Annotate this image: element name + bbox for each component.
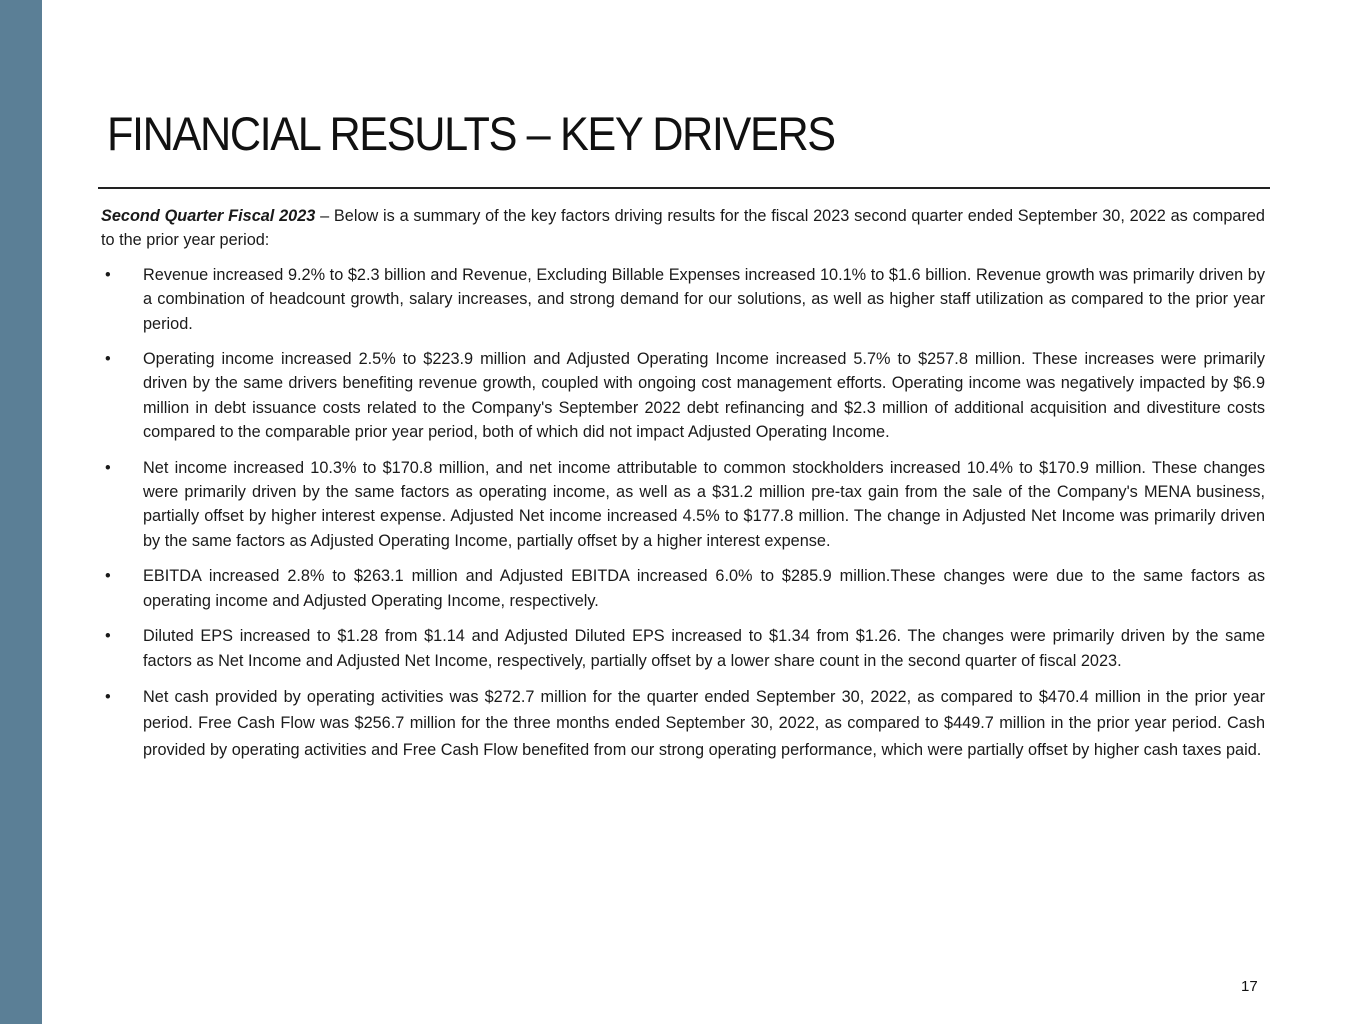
bullet-text-revenue: Revenue increased 9.2% to $2.3 billion and Revenue, Excluding Billable Expenses increased 10.1% to $1.6 billion. Revenue growth was primarily driven by a combination of headcount growth, salary increases, and strong demand for our solutions, as well as higher staff utilization as compared to the prior year period.: [143, 265, 1265, 333]
bullet-icon: •: [105, 458, 111, 477]
page-title: FINANCIAL RESULTS – KEY DRIVERS: [107, 107, 835, 160]
title-divider: [98, 187, 1270, 189]
bullet-text-net-income: Net income increased 10.3% to $170.8 million, and net income attributable to common stockholders increased 10.4% to $170.9 million. These changes were primarily driven by the same factors as operating income, as well as a $31.2 million pre-tax gain from the sale of the Company's MENA business, partially offset by higher interest expense. Adjusted Net income increased 4.5% to $177.8 million. The change in Adjusted Net Income was primarily driven by the same factors as Adjusted Operating Income, partially offset by a higher interest expense.: [143, 458, 1265, 550]
page-number: 17: [1241, 978, 1258, 995]
bullet-icon: •: [105, 627, 111, 646]
bullet-icon: •: [105, 265, 111, 284]
list-item: [101, 347, 1265, 445]
bullet-icon: •: [105, 687, 111, 706]
list-item: [101, 456, 1265, 554]
bullet-icon: •: [105, 350, 111, 369]
intro-paragraph: [101, 204, 1265, 253]
list-item: [101, 684, 1265, 764]
bullet-text-eps: Diluted EPS increased to $1.28 from $1.14 and Adjusted Diluted EPS increased to $1.34 from $1.26. The changes were primarily driven by the same factors as Net Income and Adjusted Net Income, respectively, partially offset by a lower share count in the second quarter of fiscal 2023.: [143, 627, 1265, 670]
side-accent-band: [0, 0, 42, 1024]
bullet-text-cash-flow: Net cash provided by operating activities was $272.7 million for the quarter ended September 30, 2022, as compared to $470.4 million in the prior year period. Free Cash Flow was $256.7 million for the three months ended September 30, 2022, as compared to $449.7 million in the prior year period. Cash provided by operating activities and Free Cash Flow benefited from our strong operating performance, which were partially offset by higher cash taxes paid.: [143, 687, 1265, 759]
list-item: [101, 263, 1265, 336]
intro-lead: Second Quarter Fiscal 2023: [101, 207, 316, 225]
list-item: [101, 624, 1265, 673]
key-drivers-list: [101, 263, 1265, 764]
intro-text: – Below is a summary of the key factors driving results for the fiscal 2023 second quarter ended September 30, 2022 as compared to the prior year period:: [101, 207, 1265, 250]
bullet-text-ebitda: EBITDA increased 2.8% to $263.1 million and Adjusted EBITDA increased 6.0% to $285.9 million.These changes were due to the same factors as operating income and Adjusted Operating Income, respectively.: [143, 567, 1265, 610]
list-item: [101, 564, 1265, 613]
bullet-icon: •: [105, 567, 111, 586]
bullet-text-operating-income: Operating income increased 2.5% to $223.9 million and Adjusted Operating Income increased 5.7% to $257.8 million. These increases were primarily driven by the same drivers benefiting revenue growth, coupled with ongoing cost management efforts. Operating income was negatively impacted by $6.9 million in debt issuance costs related to the Company's September 2022 debt refinancing and $2.3 million of additional acquisition and divestiture costs compared to the comparable prior year period, both of which did not impact Adjusted Operating Income.: [143, 350, 1265, 442]
slide-body: [101, 204, 1265, 774]
